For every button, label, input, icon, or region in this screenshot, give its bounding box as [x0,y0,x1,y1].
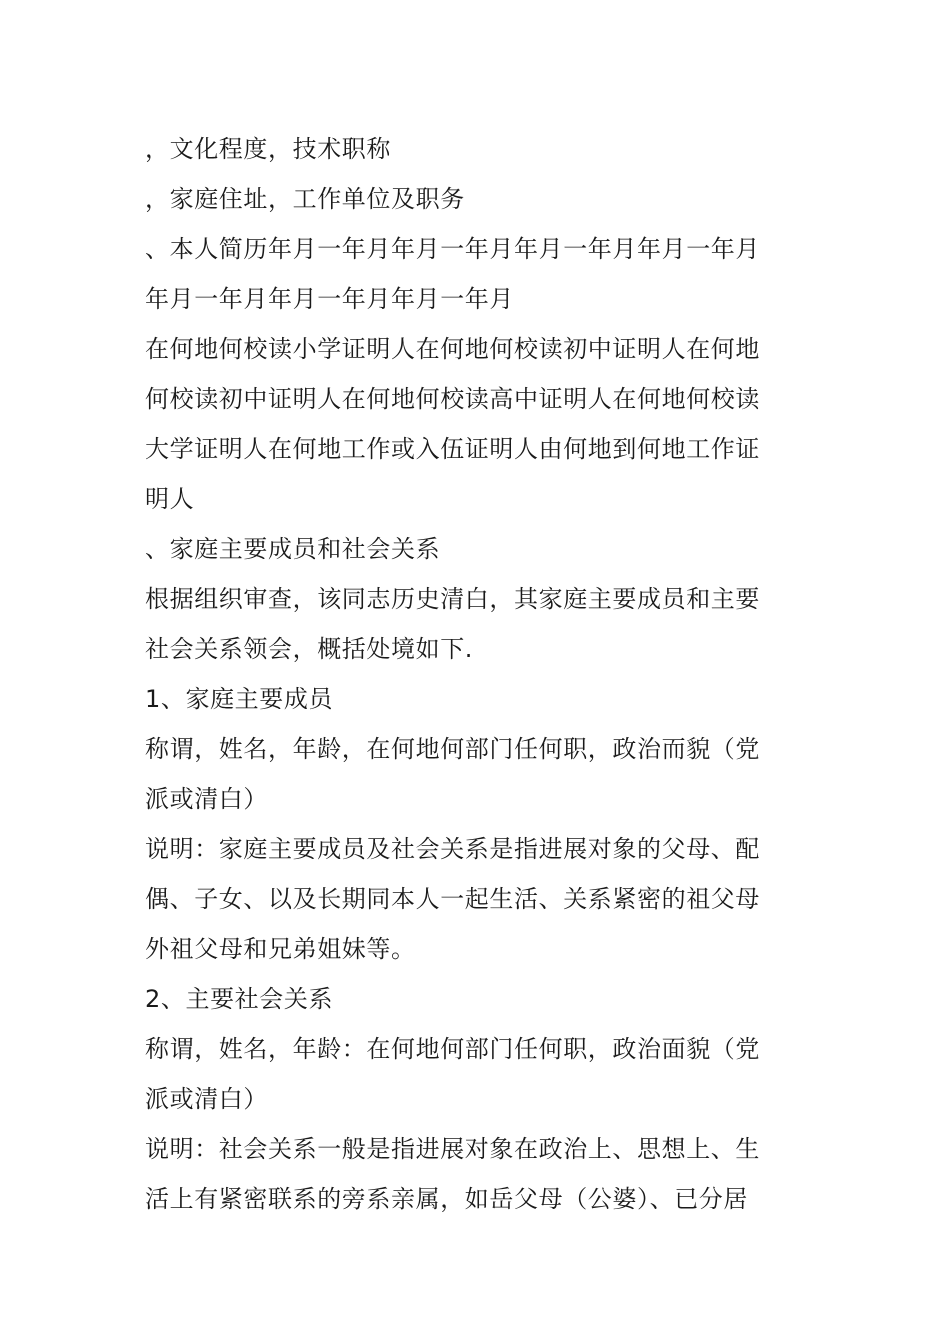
text-line: 外祖父母和兄弟姐妹等。 [145,935,416,963]
text-line: 活上有紧密联系的旁系亲属，如岳父母（公婆）、已分居 [145,1185,748,1213]
text-line: 派或清白） [145,785,268,813]
text-line: 大学证明人在何地工作或入伍证明人由何地到何地工作证 [145,435,760,463]
text-line: 、本人简历年月一年月年月一年月年月一年月年月一年月 [145,235,760,263]
text-line: 称谓，姓名，年龄，在何地何部门任何职，政治而貌（党 [145,735,760,763]
text-line: ，文化程度，技术职称 [145,135,391,163]
text-line: 说明：家庭主要成员及社会关系是指进展对象的父母、配 [145,835,760,863]
text-line: 何校读初中证明人在何地何校读高中证明人在何地何校读 [145,385,760,413]
text-line: 明人 [145,485,195,513]
subsection-heading: 1、家庭主要成员 [145,685,334,713]
document-body [145,124,807,1224]
text-line: 派或清白） [145,1085,268,1113]
section-heading: 、家庭主要成员和社会关系 [145,535,441,563]
text-line: 说明：社会关系一般是指进展对象在政治上、思想上、生 [145,1135,760,1163]
text-line: 根据组织审查，该同志历史清白，其家庭主要成员和主要 [145,585,760,613]
text-line: ，家庭住址，工作单位及职务 [145,185,465,213]
text-line: 在何地何校读小学证明人在何地何校读初中证明人在何地 [145,335,760,363]
text-line: 年月一年月年月一年月年月一年月 [145,285,514,313]
text-line: 称谓，姓名，年龄：在何地何部门任何职，政治面貌（党 [145,1035,760,1063]
text-line: 社会关系领会，概括处境如下. [145,635,474,663]
subsection-heading: 2、主要社会关系 [145,985,334,1013]
text-line: 偶、子女、以及长期同本人一起生活、关系紧密的祖父母 [145,885,760,913]
